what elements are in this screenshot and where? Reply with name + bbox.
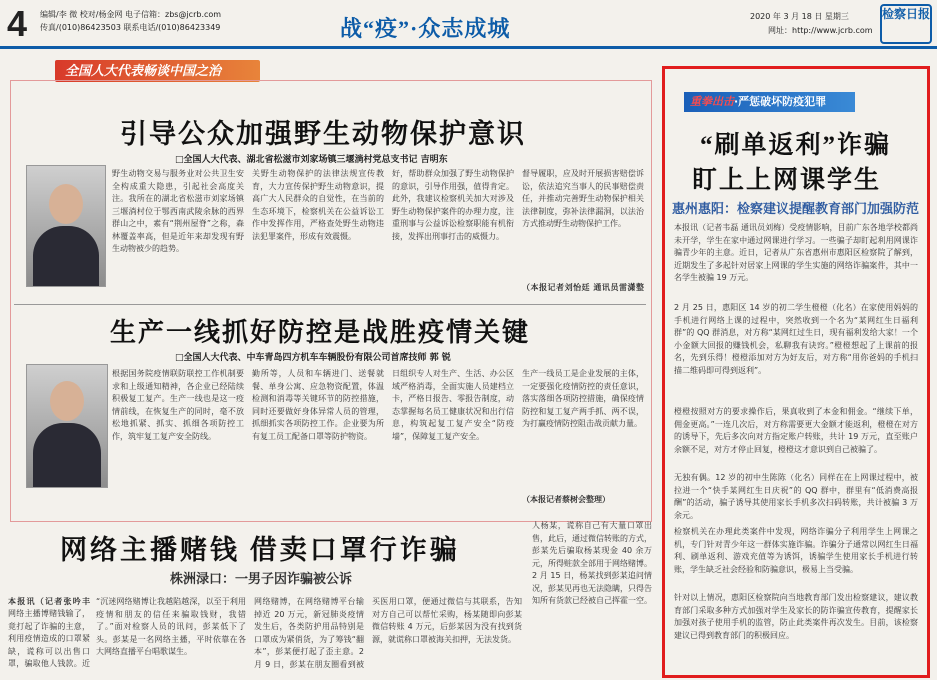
- article3-subheadline: 株洲渌口：一男子因诈骗被公诉: [170, 572, 353, 587]
- phone-line: 传真/(010)86423503 联系电话/(010)86423349: [40, 23, 221, 32]
- article3-col5: 人杨某，谎称自己有大量口罩出售，此后，通过微信转账的方式，彭某先后骗取杨某现金 40 余万元，所得赃款全部用于网络赌博。2 月 15 日，杨某找到彭某追问情况，彭某见再也无法隐瞒，只得告知所有货款已经被自己挥霍一空。: [532, 521, 652, 605]
- article2-byline: □全国人大代表、中车青岛四方机车车辆股份有限公司首席技师 郭 锐: [175, 353, 451, 363]
- article1-portrait: [26, 165, 106, 287]
- sidebar-paragraph-3: 橙橙按照对方的要求操作后，果真收到了本金和佣金。“继续下单，佣金更高。”一连几次后，对方称需要更大金额才能返利，橙橙在对方的诱导下，先后多次向对方指定账户转账，共计 19 万元，直至账户余额不足，对方才停止回复，橙橙这才意识到自己被骗了。: [674, 407, 918, 454]
- sidebar-paragraph-6: 针对以上情况，惠阳区检察院向当地教育部门发出检察建议，建议教育部门采取多种方式加强对学生及家长的防诈骗宣传教育，提醒家长加强对孩子使用手机的监管，防止此类案件再次发生。目前，该检察建议已得到教育部门的积极回应。: [674, 593, 918, 640]
- article1-headline: 引导公众加强野生动物保护意识: [120, 119, 526, 149]
- article2-col1: 根据国务院疫情联防联控工作机制要求和上级通知精神，各企业已经陆续积极复工复产。生产一线也是这一疫情前线，在恢复生产的同时，毫不放松地抓紧、抓实、抓细各项防控工作，筑牢复工复产安全防线。: [112, 369, 244, 441]
- article2-portrait: [26, 364, 108, 488]
- article3-headline: 网络主播赌钱 借卖口罩行诈骗: [60, 535, 460, 565]
- sidebar-paragraph-1: 本报讯（记者韦磊 通讯员刘梅）受疫情影响，目前广东各地学校都尚未开学，学生在家中通过网课进行学习。一些骗子却盯起利用网课诈骗青少年的主意。近日，记者从广东省惠州市惠阳区检察院了解到，近期发生了多起针对居家上网课的学生实施的网络诈骗案件，其中一名学生被骗 19 万元。: [674, 223, 918, 282]
- article1-col4: 督导履职，应及时开展损害赔偿诉讼，依法追究当事人的民事赔偿责任，并推动完善野生动物保护相关法律制度，弥补法律漏洞，以法治方式推动野生动物保护工作。: [522, 169, 644, 228]
- article3-col3: 网络赌博，在网络赌博平台输掉近 20 万元，新冠肺炎疫情发生后，各类防护用品特别是口罩成为紧俏货，为了筹钱“翻本”，彭某便打起了歪主意。2 月 9 日，彭某在朋友圈看到被: [254, 597, 364, 669]
- sidebar-subheadline: 惠州惠阳：检察建议提醒教育部门加强防范: [672, 202, 920, 217]
- sidebar-headline-line2: 盯上上网课学生: [692, 167, 882, 194]
- sidebar-paragraph-2: 2 月 25 日，惠阳区 14 岁的初二学生橙橙（化名）在家使用妈妈的手机进行网络上课的过程中，突然收到一个名为“某网红生日福利群”的 QQ 群消息，对方称“某网红过生日，现有福利发给大家！一个小金额大回报的赚钱机会，私聊我有诀窍。”橙橙想起了上课前的报名，先到乐得！橙橙添加对方为好友后，对方称“用你爸妈的手机扫描二维码即可得到返利”。: [674, 303, 918, 375]
- column-banner: 全国人大代表畅谈中国之治: [55, 60, 260, 82]
- article3-col1: 网络主播博赌钱输了，竟打起了诈骗的主意，利用疫情造成的口罩紧缺，谎称可以出售口罩，骗取他人钱款。近: [8, 609, 90, 668]
- article-divider: [14, 304, 646, 305]
- masthead: [0, 0, 937, 46]
- sidebar-headline-line1: “刷单返利”诈骗: [700, 132, 892, 159]
- article2-col3: 日组织专人对生产、生活、办公区域严格消毒，全面实施人员建档立卡，严格日报告、零报告制度，动态掌握每名员工健康状况和出行信息，构筑起复工复产安全“防疫墙”，保障复工复产安全。: [392, 369, 514, 441]
- sidebar-tag: [684, 92, 855, 112]
- article1-byline: □全国人大代表、湖北省松滋市刘家场镇三堰淌村党总支书记 吉明东: [175, 155, 448, 165]
- website: 网址：http://www.jcrb.com: [768, 26, 873, 35]
- article2-col2: 勤所等，人员和车辆进门、送餐就餐、单身公寓、应急物资配置，体温检测和消毒等关键环节的防控措施，同时还要做好身体异常人员的管理，抓细抓实各项防控工作。企业要为所有复工员工配备口罩等防护物资。: [252, 369, 384, 441]
- article3-col4: 买医用口罩，便通过微信与其联系，告知对方自己可以帮忙采购，杨某随即向彭某微信转账 4 万元，后彭某因为没有找到货源，就谎称口罩被海关扣押，无法发货。: [372, 597, 522, 644]
- sidebar-paragraph-5: 检察机关在办理此类案件中发现，网络诈骗分子利用学生上网课之机，专门针对青少年这一群体实施诈骗。诈骗分子通常以网红生日福利、刷单返利、游戏充值等为诱饵，诱骗学生使用家长手机进行转账，学生缺乏社会经验和防骗意识，极易上当受骗。: [674, 527, 918, 574]
- sidebar-paragraph-4: 无独有偶。12 岁的初中生陈陈（化名）同样在在上网课过程中，被拉进一个“快手某网红生日庆祝”的 QQ 群中，群里有“低消费高报酬”的活动，骗子诱导其使用家长手机多次扫码转账，共计被骗 3 万余元。: [674, 473, 918, 520]
- masthead-rule: [0, 46, 937, 49]
- article1-col1: 野生动物交易与服务业对公共卫生安全构成重大隐患，引起社会高度关注。我所在的湖北省松滋市刘家场镇三堰淌村位于鄂西南武陵余脉的西界群山之中，素有“荆州屋脊”之称，森林覆盖率高，但是近年来却发现有野生动物被少的趋势。: [112, 169, 244, 253]
- article2-headline: 生产一线抓好防控是战胜疫情关键: [110, 318, 531, 347]
- article1-col2: 关野生动物保护的法律法规宣传教育，大力宣传保护野生动物意识，提高广大人民群众的自觉性，在当前的生态环境下，检察机关在公益诉讼工作中发挥作用，严格查处野生动物违法犯罪案件，形成有效震慑。: [252, 169, 384, 241]
- article3-col2: “沉迷网络赌博让我越陷越深，以至于利用疫情和朋友的信任来骗取钱财，我错了。”面对检察人员的讯问，彭某低下了头。彭某是一名网络主播，平时依靠在各大网络直播平台唱歌谋生。: [96, 597, 246, 656]
- sidebar-tag-prefix: 重拳出击: [690, 95, 734, 108]
- newspaper-logo: 检察日报: [880, 4, 932, 44]
- sidebar-tag-suffix: ·严惩破坏防疫犯罪: [734, 95, 827, 108]
- page-number: 4: [7, 3, 28, 44]
- article1-reporter-note: （本报记者刘怡廷 通讯员雷潇整: [522, 283, 644, 292]
- editor-line: 编辑/李 微 校对/杨金网 电子信箱：zbs@jcrb.com: [40, 10, 222, 19]
- section-title: 战“疫”·众志成城: [340, 16, 511, 41]
- article1-col3: 好，帮助群众加强了野生动物保护的意识，引导作用强，值得肯定。此外，我建议检察机关加大对涉及野生动物保护案件的办理力度，注重刑事与公益诉讼检察职能有机衔接，发挥出刑事打击的威慑力。: [392, 169, 514, 241]
- article2-col4: 生产一线员工是企业发展的主体，一定要强化疫情防控的责任意识，落实落细各项防控措施，确保疫情防控和复工复产两手抓、两不误，为打赢疫情防控阻击战贡献力量。: [522, 369, 644, 428]
- article2-reporter-note: （本报记者蔡树会整理）: [522, 495, 610, 504]
- issue-date: 2020 年 3 月 18 日 星期三: [750, 12, 849, 21]
- article3-byline: 本报讯（记者张吟丰: [8, 597, 90, 606]
